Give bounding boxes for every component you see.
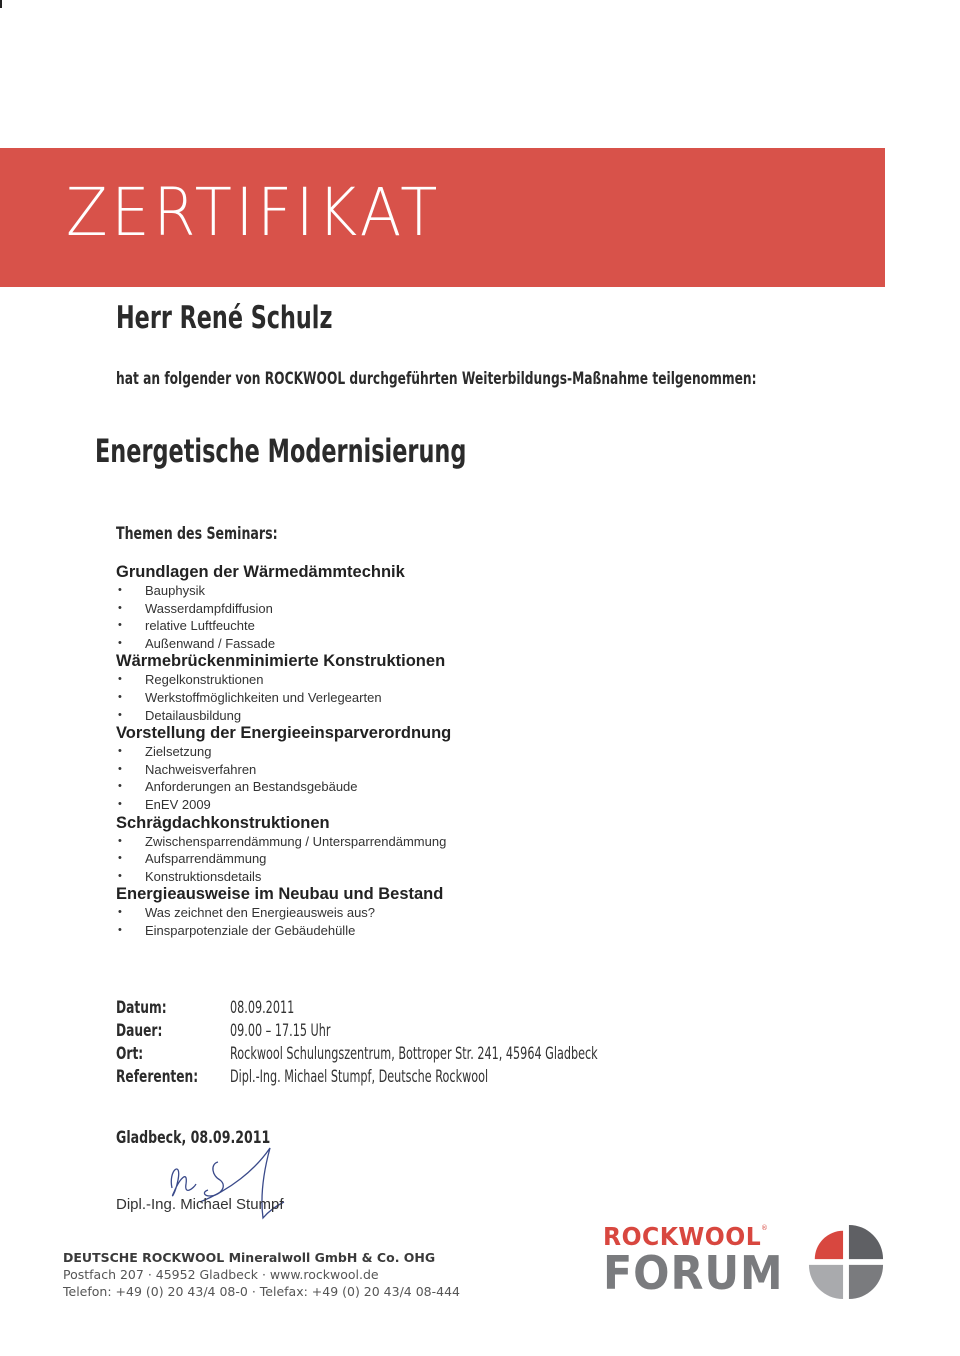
topic-list	[116, 833, 676, 886]
list-item	[116, 850, 676, 868]
list-item-text: Nachweisverfahren	[145, 761, 257, 777]
seminar-topics	[116, 563, 676, 940]
list-item-text: Konstruktionsdetails	[145, 868, 262, 884]
topic-section	[116, 724, 676, 813]
bullet-icon: •	[118, 869, 122, 882]
bullet-icon: •	[118, 708, 122, 721]
topic-section	[116, 652, 676, 724]
topic-section	[116, 885, 676, 939]
list-item	[116, 796, 676, 814]
list-item	[116, 922, 676, 940]
list-item	[116, 671, 676, 689]
company-name: DEUTSCHE ROCKWOOL Mineralwoll GmbH & Co. OHG	[63, 1250, 436, 1265]
certificate-title: ZERTIFIKAT	[66, 174, 442, 251]
topic-heading: Energieausweise im Neubau und Bestand	[116, 885, 444, 904]
topic-heading: Wärmebrückenminimierte Konstruktionen	[116, 652, 446, 671]
topic-heading: Grundlagen der Wärmedämmtechnik	[116, 563, 405, 581]
bullet-icon: •	[118, 906, 122, 919]
duration-value: 09.00 – 17.15 Uhr	[230, 1021, 331, 1041]
title-banner	[0, 148, 885, 287]
list-item-text: Aufsparrendämmung	[145, 851, 267, 867]
list-item-text: Außenwand / Fassade	[145, 635, 276, 651]
topic-section	[116, 563, 676, 652]
list-item	[116, 689, 676, 707]
list-item	[116, 761, 676, 779]
logo-brand-text: ROCKWOOL	[603, 1222, 762, 1251]
bullet-icon: •	[118, 797, 122, 810]
bullet-icon: •	[118, 619, 122, 632]
topic-section	[116, 814, 676, 886]
location-value: Rockwool Schulungszentrum, Bottroper Str. 241, 45964 Gladbeck	[230, 1044, 598, 1064]
list-item	[116, 617, 676, 635]
topic-list	[116, 671, 676, 724]
list-item	[116, 743, 676, 761]
date-value: 08.09.2011	[230, 998, 295, 1018]
list-item-text: Detailausbildung	[145, 707, 242, 723]
date-label: Datum:	[116, 998, 167, 1018]
topic-heading: Vorstellung der Energieeinsparverordnung	[116, 724, 452, 743]
bullet-icon: •	[118, 745, 122, 758]
duration-label: Dauer:	[116, 1021, 163, 1041]
bullet-icon: •	[118, 762, 122, 775]
bullet-icon: •	[118, 636, 122, 649]
course-title: Energetische Modernisierung	[95, 432, 467, 470]
rockwool-forum-logo	[603, 1222, 893, 1302]
bullet-icon: •	[118, 780, 122, 793]
bullet-icon: •	[118, 690, 122, 703]
bullet-icon: •	[118, 834, 122, 847]
bullet-icon: •	[118, 584, 122, 596]
location-label: Ort:	[116, 1044, 144, 1064]
list-item-text: EnEV 2009	[145, 796, 211, 812]
company-footer	[63, 1249, 460, 1300]
list-item	[116, 635, 676, 653]
topic-list	[116, 743, 676, 813]
place-and-date: Gladbeck, 08.09.2011	[116, 1128, 271, 1148]
list-item	[116, 868, 676, 886]
speakers-label: Referenten:	[116, 1067, 199, 1087]
bullet-icon: •	[118, 923, 122, 936]
scan-artifact	[0, 0, 2, 8]
participation-statement: hat an folgender von ROCKWOOL durchgeführten Weiterbildungs-Maßnahme teilgenommen:	[116, 369, 757, 389]
recipient-name: Herr René Schulz	[116, 300, 333, 336]
signer-name: Dipl.-Ing. Michael Stumpf	[116, 1196, 284, 1213]
themes-label: Themen des Seminars:	[116, 524, 278, 544]
logo-product: FORUM	[603, 1246, 784, 1300]
list-item-text: Bauphysik	[145, 583, 205, 598]
list-item-text: Was zeichnet den Energieausweis aus?	[145, 905, 376, 921]
list-item-text: Anforderungen an Bestandsgebäude	[145, 779, 358, 795]
speakers-value: Dipl.-Ing. Michael Stumpf, Deutsche Rockwool	[230, 1067, 489, 1087]
company-address: Postfach 207 · 45952 Gladbeck · www.rockwool.de	[63, 1267, 379, 1282]
list-item-text: Zwischensparrendämmung / Untersparrendämmung	[145, 833, 447, 849]
bullet-icon: •	[118, 673, 122, 686]
list-item-text: Wasserdampfdiffusion	[145, 600, 273, 616]
registered-mark: ®	[761, 1224, 769, 1232]
list-item-text: Werkstoffmöglichkeiten und Verlegearten	[145, 689, 382, 705]
list-item	[116, 833, 676, 851]
list-item	[116, 600, 676, 618]
topic-list	[116, 582, 676, 652]
topic-heading: Schrägdachkonstruktionen	[116, 813, 330, 832]
bullet-icon: •	[118, 601, 122, 614]
list-item	[116, 904, 676, 922]
list-item	[116, 582, 676, 600]
list-item-text: relative Luftfeuchte	[145, 618, 255, 634]
list-item-text: Regelkonstruktionen	[145, 672, 264, 688]
list-item-text: Einsparpotenziale der Gebäudehülle	[145, 922, 356, 938]
list-item	[116, 707, 676, 725]
bullet-icon: •	[118, 852, 122, 865]
topic-list	[116, 904, 676, 939]
list-item	[116, 778, 676, 796]
quadrant-circle-icon	[807, 1223, 885, 1301]
list-item-text: Zielsetzung	[145, 744, 212, 760]
company-phone: Telefon: +49 (0) 20 43/4 08-0 · Telefax: +49 (0) 20 43/4 08-444	[63, 1284, 461, 1299]
